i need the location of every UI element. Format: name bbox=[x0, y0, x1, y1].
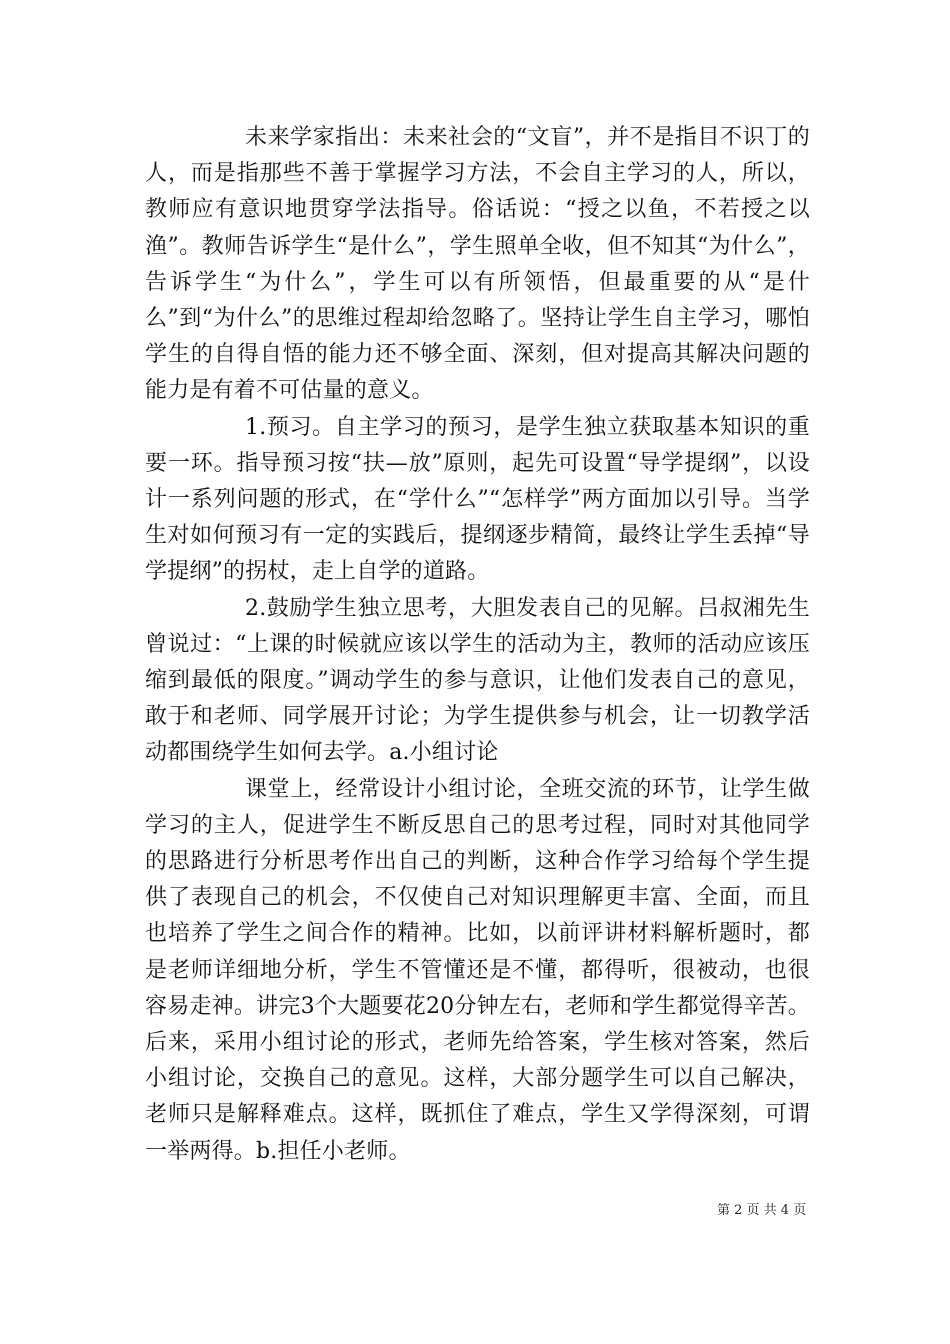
paragraph-preview: 1.预习。自主学习的预习，是学生独立获取基本知识的重要一环。指导预习按“扶—放”原则，起先可设置“导学提纲”，以设计一系列问题的形式，在“学什么”“怎样学”两方面加以引导。当学生对如何预习有一定的实践后，提纲逐步精简，最终让学生丢掉“导学提纲”的拐杖，走上自学的道路。 bbox=[145, 414, 810, 585]
page-number: 第 2 页 共 4 页 bbox=[717, 1203, 807, 1218]
paragraph-intro: 未来学家指出：未来社会的“文盲”，并不是指目不识丁的人，而是指那些不善于掌握学习方法，不会自主学习的人，所以，教师应有意识地贯穿学法指导。俗话说：“授之以鱼，不若授之以渔”。教师告诉学生“是什么”，学生照单全收，但不知其“为什么”，告诉学生“为什么”，学生可以有所领悟，但最重要的从“是什么”到“为什么”的思维过程却给忽略了。坚持让学生自主学习，哪怕学生的自得自悟的能力还不够全面、深刻，但对提高其解决问题的能力是有着不可估量的意义。 bbox=[145, 125, 810, 404]
document-body bbox=[145, 120, 810, 1170]
paragraph-independent-thinking: 2.鼓励学生独立思考，大胆发表自己的见解。吕叔湘先生曾说过：“上课的时候就应该以学生的活动为主，教师的活动应该压缩到最低的限度。”调动学生的参与意识，让他们发表自己的意见，敢于和老师、同学展开讨论；为学生提供参与机会，让一切教学活动都围绕学生如何去学。a.小组讨论 bbox=[145, 595, 810, 766]
paragraph-group-discussion: 课堂上，经常设计小组讨论，全班交流的环节，让学生做学习的主人，促进学生不断反思自己的思考过程，同时对其他同学的思路进行分析思考作出自己的判断，这种合作学习给每个学生提供了表现自己的机会，不仅使自己对知识理解更丰富、全面，而且也培养了学生之间合作的精神。比如，以前评讲材料解析题时，都是老师详细地分析，学生不管懂还是不懂，都得听，很被动，也很容易走神。讲完3个大题要花20分钟左右，老师和学生都觉得辛苦。后来，采用小组讨论的形式，老师先给答案，学生核对答案，然后小组讨论，交换自己的意见。这样，大部分题学生可以自己解决，老师只是解释难点。这样，既抓住了难点，学生又学得深刻，可谓一举两得。b.担任小老师。 bbox=[145, 776, 810, 1164]
